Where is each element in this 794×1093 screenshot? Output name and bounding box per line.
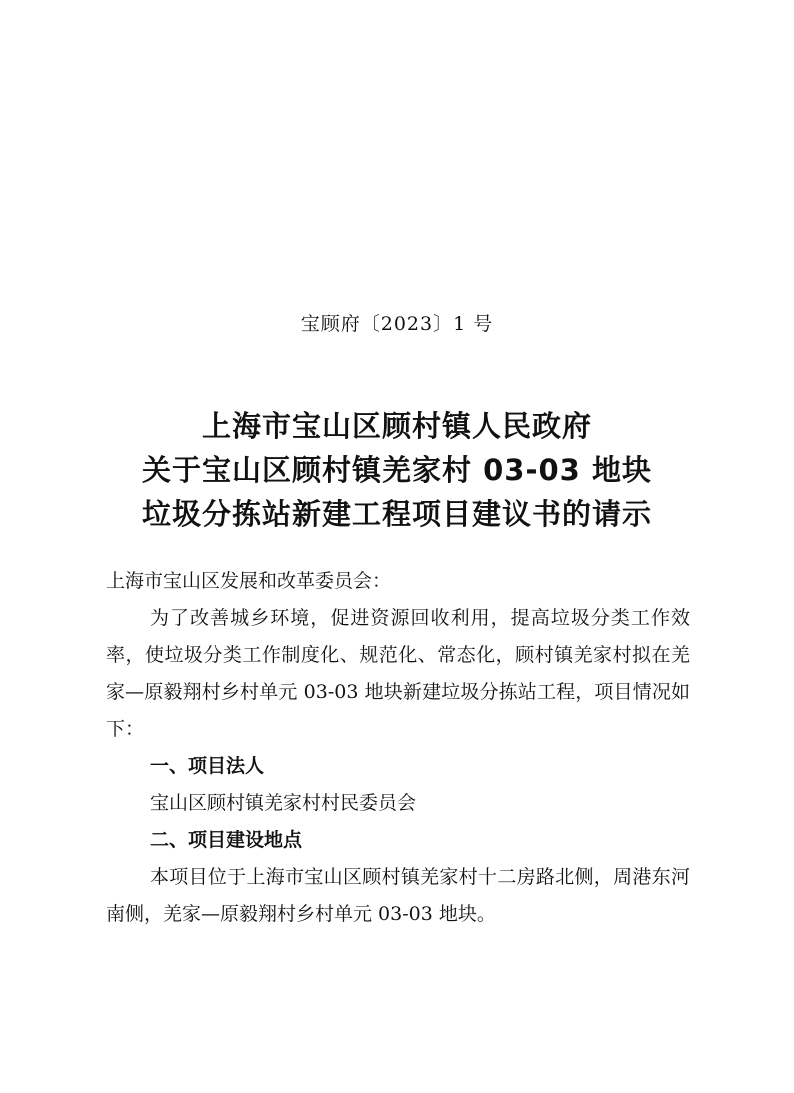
title-line-3: 垃圾分拣站新建工程项目建议书的请示 bbox=[141, 497, 652, 531]
section-heading-project-legal-person: 一、项目法人 bbox=[150, 755, 265, 777]
section-content-project-legal-person: 宝山区顾村镇羌家村村民委员会 bbox=[150, 792, 417, 814]
document-body bbox=[106, 563, 690, 933]
document-number: 宝顾府〔2023〕1 号 bbox=[300, 313, 494, 335]
document-title bbox=[0, 404, 794, 536]
title-line-2: 关于宝山区顾村镇羌家村 03-03 地块 bbox=[142, 453, 652, 487]
title-line-1: 上海市宝山区顾村镇人民政府 bbox=[201, 409, 592, 443]
addressee: 上海市宝山区发展和改革委员会： bbox=[106, 570, 392, 592]
section-content-construction-site: 本项目位于上海市宝山区顾村镇羌家村十二房路北侧，周港东河 南侧，羌家—原毅翔村乡村单元 03-03 地块。 bbox=[106, 866, 690, 925]
section-heading-construction-site: 二、项目建设地点 bbox=[150, 829, 303, 851]
intro-paragraph: 为了改善城乡环境，促进资源回收利用，提高垃圾分类工作效率，使垃圾分类工作制度化、规范化、常态化，顾村镇羌家村拟在羌家—原毅翔村乡村单元 03-03 地块新建垃圾分拣站工程，项目情况如下： bbox=[106, 607, 690, 740]
